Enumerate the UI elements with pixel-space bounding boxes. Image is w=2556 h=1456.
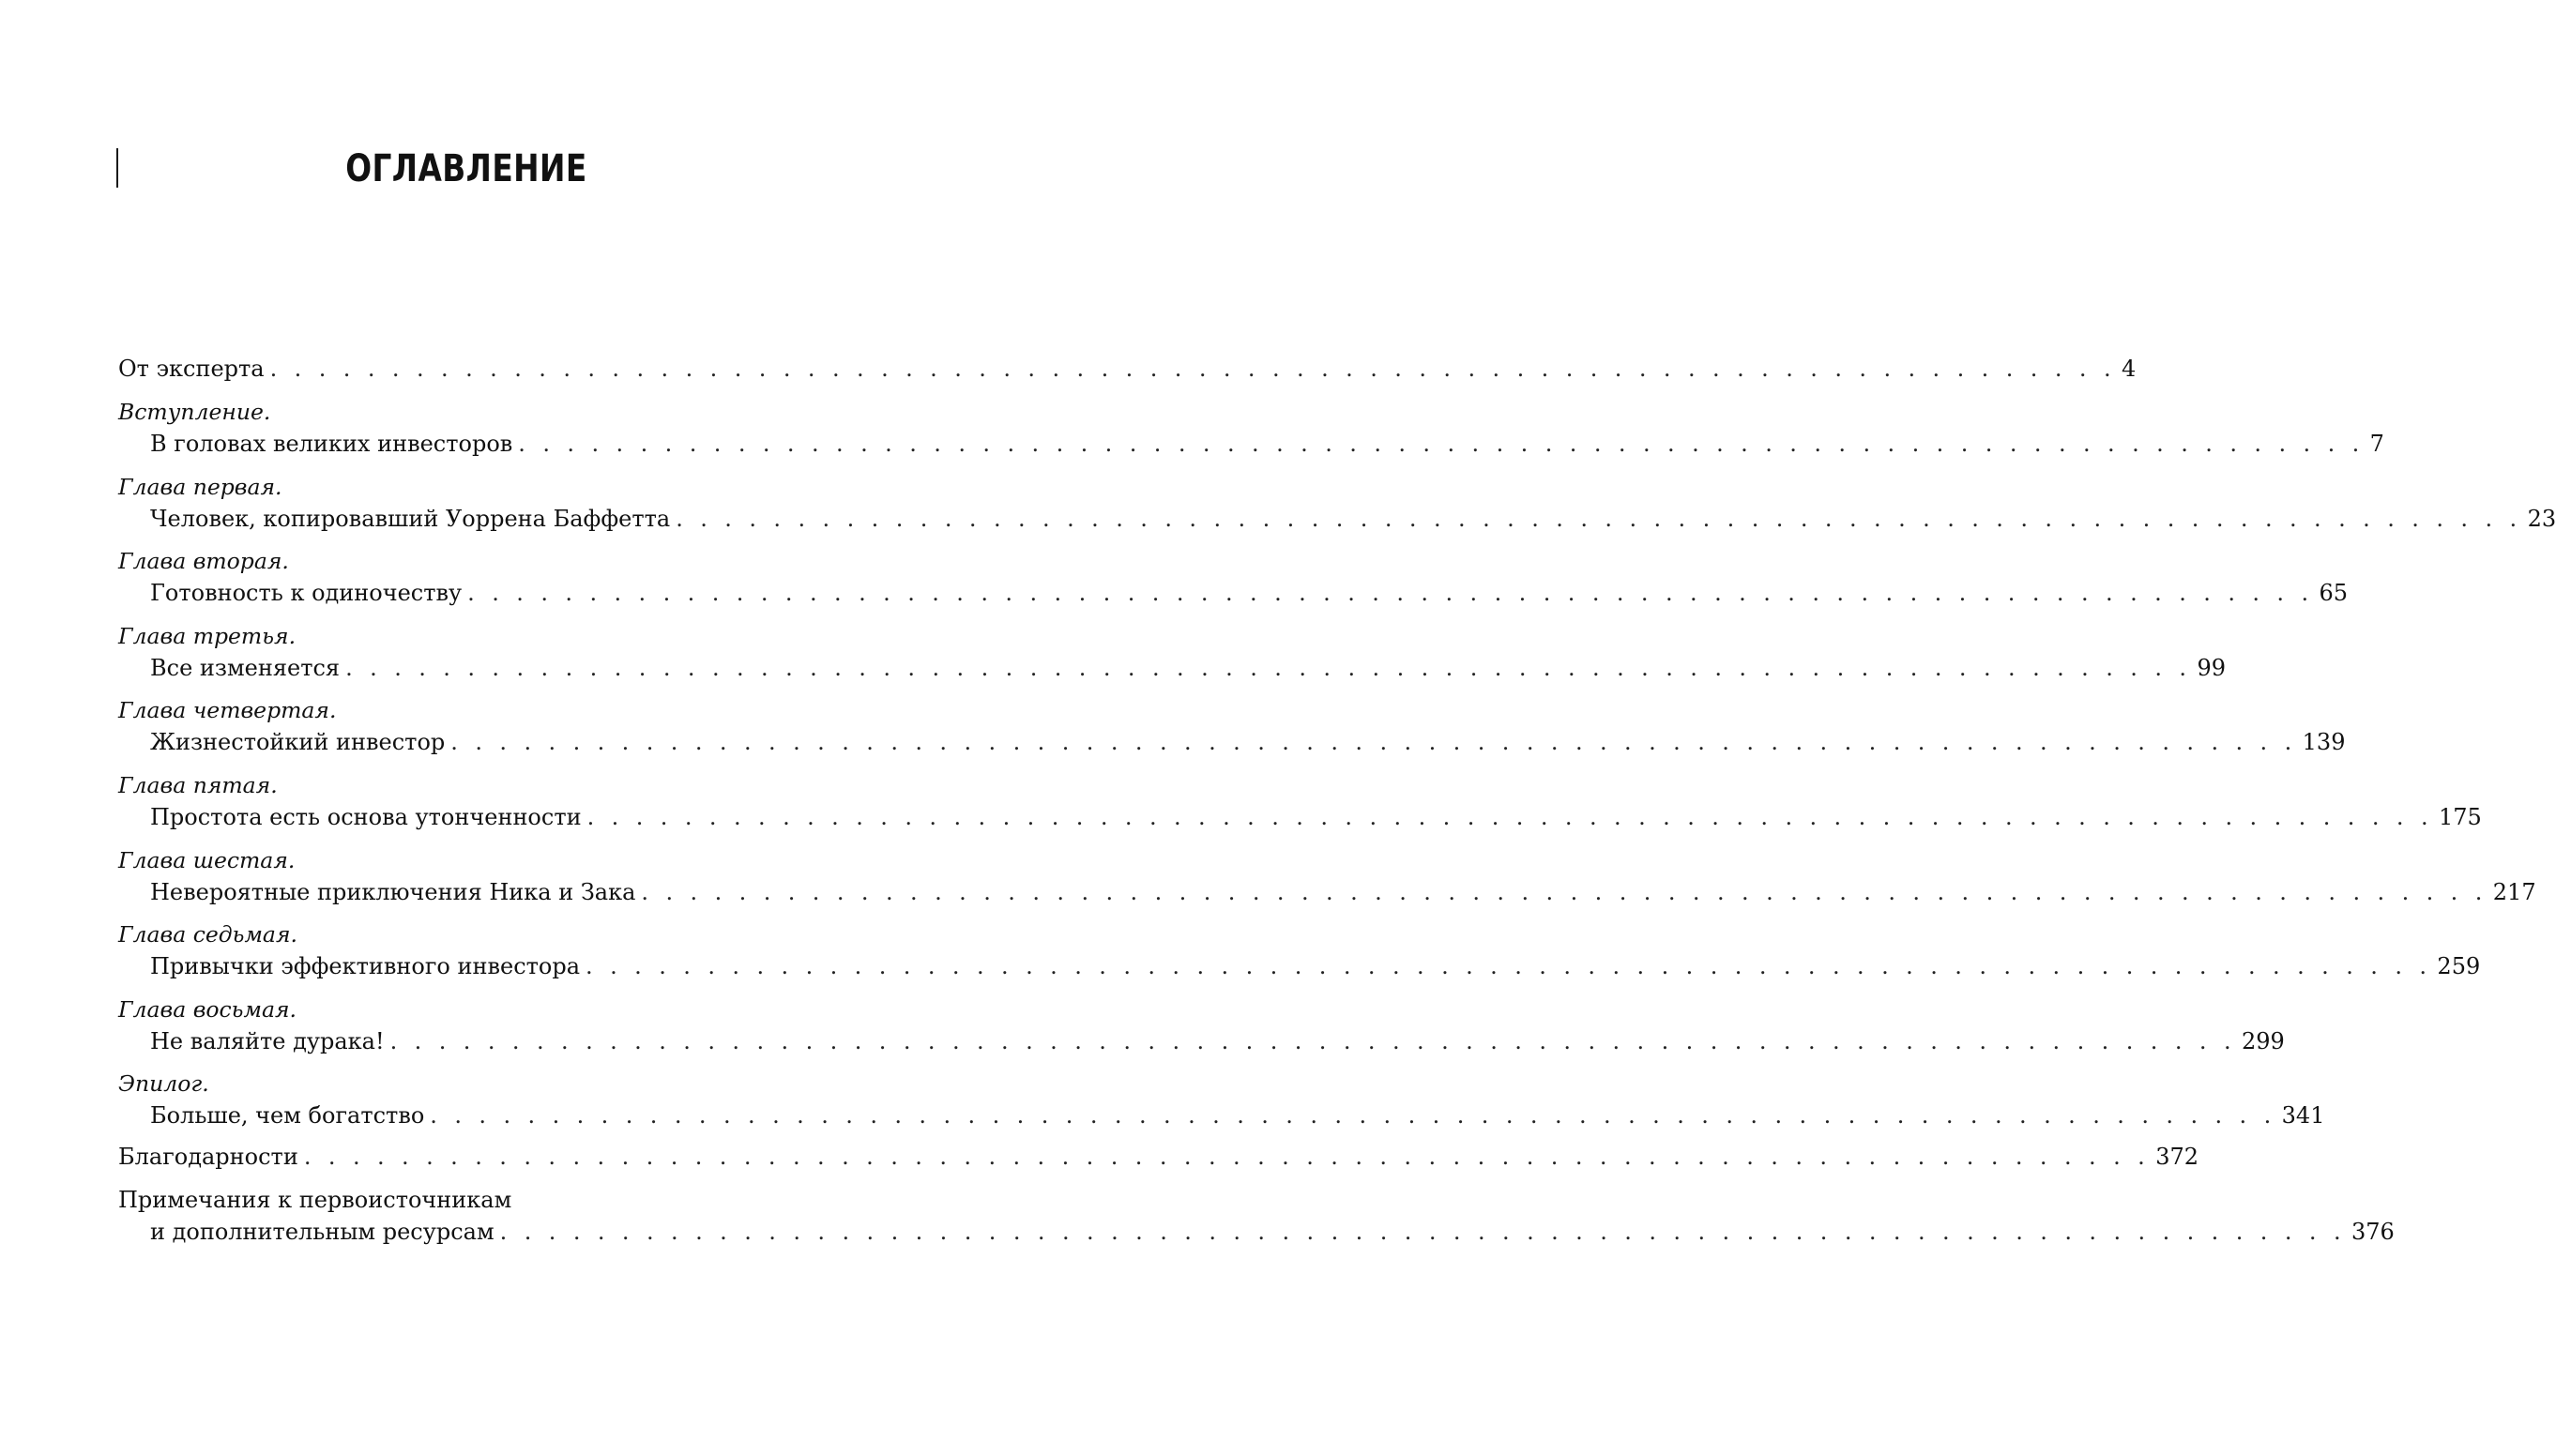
toc-entry-chapter-4[interactable]	[118, 694, 2346, 758]
page-title: ОГЛАВЛЕНИЕ	[345, 147, 587, 190]
toc-entry-notes[interactable]	[118, 1184, 2395, 1248]
dot-leader: . . . . . . . . . . . . . . . . . . . . . . . . . . . . . . . . . . . . . . . . . . . . . . . . . . . . . . . . . . . . . . . . . . . . . . . . . . . .	[518, 431, 2365, 457]
toc-entry-from-expert[interactable]	[118, 353, 2137, 385]
toc-page-number: 4	[2122, 356, 2137, 382]
toc-page-number: 175	[2438, 804, 2482, 830]
toc-entry-title: Невероятные приключения Ника и Зака	[150, 879, 636, 905]
toc-entry-title: Человек, копировавший Уоррена Баффетта	[150, 506, 671, 532]
dot-leader: . . . . . . . . . . . . . . . . . . . . . . . . . . . . . . . . . . . . . . . . . . . . . . . . . . . . . . . . . . . . . . . . . . . . . . . . . . . .	[389, 1028, 2236, 1054]
toc-entry-introduction[interactable]	[118, 396, 2384, 460]
dot-leader: . . . . . . . . . . . . . . . . . . . . . . . . . . . . . . . . . . . . . . . . . . . . . . . . . . . . . . . . . . . . . . . . . . . . . . . . . . . .	[269, 356, 2116, 382]
dot-leader: . . . . . . . . . . . . . . . . . . . . . . . . . . . . . . . . . . . . . . . . . . . . . . . . . . . . . . . . . . . . . . . . . . . . . . . . . . . .	[586, 953, 2432, 979]
toc-entry-epilogue[interactable]	[118, 1068, 2325, 1131]
toc-entry-title: Не валяйте дурака!	[150, 1028, 385, 1054]
dot-leader: . . . . . . . . . . . . . . . . . . . . . . . . . . . . . . . . . . . . . . . . . . . . . . . . . . . . . . . . . . . . . . . . . . . . . . . . . . . .	[303, 1144, 2151, 1170]
toc-entry-title-continued: и дополнительным ресурсам	[150, 1219, 494, 1245]
toc-entry-title: Все изменяется	[150, 655, 341, 681]
toc-page-number: 7	[2369, 431, 2384, 457]
toc-chapter-label: Глава вторая.	[118, 548, 289, 574]
dot-leader: . . . . . . . . . . . . . . . . . . . . . . . . . . . . . . . . . . . . . . . . . . . . . . . . . . . . . . . . . . . . . . . . . . . . . . . . . . . .	[586, 804, 2433, 830]
toc-page-number: 99	[2197, 655, 2226, 681]
toc-page-number: 65	[2319, 580, 2349, 606]
toc-entry-title: Простота есть основа утонченности	[150, 804, 582, 830]
toc-chapter-label: Вступление.	[118, 399, 271, 425]
toc-chapter-label: Глава третья.	[118, 623, 297, 649]
toc-chapter-label: Глава восьмая.	[118, 996, 297, 1023]
toc-entry-chapter-2[interactable]	[118, 545, 2349, 609]
toc-entry-chapter-1[interactable]	[118, 471, 2556, 535]
toc-entry-chapter-5[interactable]	[118, 769, 2482, 833]
toc-entry-title: От эксперта	[118, 356, 265, 382]
toc-page-number: 299	[2241, 1028, 2285, 1054]
dot-leader: . . . . . . . . . . . . . . . . . . . . . . . . . . . . . . . . . . . . . . . . . . . . . . . . . . . . . . . . . . . . . . . . . . . . . . . . . . . .	[641, 879, 2488, 905]
toc-entry-chapter-6[interactable]	[118, 844, 2536, 908]
toc-chapter-label: Глава пятая.	[118, 772, 278, 798]
toc-entry-title: Жизнестойкий инвестор	[150, 729, 446, 755]
toc-entry-title: В головах великих инвесторов	[150, 431, 513, 457]
toc-entry-title: Благодарности	[118, 1144, 298, 1170]
toc-page-number: 217	[2492, 879, 2536, 905]
dot-leader: . . . . . . . . . . . . . . . . . . . . . . . . . . . . . . . . . . . . . . . . . . . . . . . . . . . . . . . . . . . . . . . . . . . . . . . . . . . .	[345, 655, 2192, 681]
toc-chapter-label: Глава шестая.	[118, 847, 296, 873]
toc-page-number: 341	[2281, 1102, 2325, 1129]
toc-page-number: 376	[2351, 1219, 2395, 1245]
toc-entry-title: Привычки эффективного инвестора	[150, 953, 581, 979]
toc-page-number: 23	[2527, 506, 2556, 532]
toc-chapter-label: Глава седьмая.	[118, 921, 297, 948]
toc-chapter-label: Глава четвертая.	[118, 697, 337, 723]
toc-chapter-label: Глава первая.	[118, 474, 282, 500]
dot-leader: . . . . . . . . . . . . . . . . . . . . . . . . . . . . . . . . . . . . . . . . . . . . . . . . . . . . . . . . . . . . . . . . . . . . . . . . . . . .	[450, 729, 2297, 755]
toc-entry-title: Больше, чем богатство	[150, 1102, 425, 1129]
toc-entry-title: Готовность к одиночеству	[150, 580, 463, 606]
toc-entry-chapter-7[interactable]	[118, 918, 2481, 982]
toc-chapter-label: Эпилог.	[118, 1070, 209, 1097]
toc-entry-chapter-3[interactable]	[118, 620, 2226, 684]
toc-entry-title: Примечания к первоисточникам	[118, 1187, 512, 1213]
dot-leader: . . . . . . . . . . . . . . . . . . . . . . . . . . . . . . . . . . . . . . . . . . . . . . . . . . . . . . . . . . . . . . . . . . . . . . . . . . . .	[676, 506, 2522, 532]
toc-page-number: 259	[2437, 953, 2481, 979]
toc-page-number: 372	[2155, 1144, 2199, 1170]
dot-leader: . . . . . . . . . . . . . . . . . . . . . . . . . . . . . . . . . . . . . . . . . . . . . . . . . . . . . . . . . . . . . . . . . . . . . . . . . . . .	[430, 1102, 2276, 1129]
toc-entry-chapter-8[interactable]	[118, 993, 2285, 1057]
toc-entry-acknowledgements[interactable]	[118, 1141, 2199, 1173]
toc-page-number: 139	[2302, 729, 2346, 755]
dot-leader: . . . . . . . . . . . . . . . . . . . . . . . . . . . . . . . . . . . . . . . . . . . . . . . . . . . . . . . . . . . . . . . . . . . . . . . . . . . .	[467, 580, 2314, 606]
dot-leader: . . . . . . . . . . . . . . . . . . . . . . . . . . . . . . . . . . . . . . . . . . . . . . . . . . . . . . . . . . . . . . . . . . . . . . . . . . . .	[499, 1219, 2347, 1245]
